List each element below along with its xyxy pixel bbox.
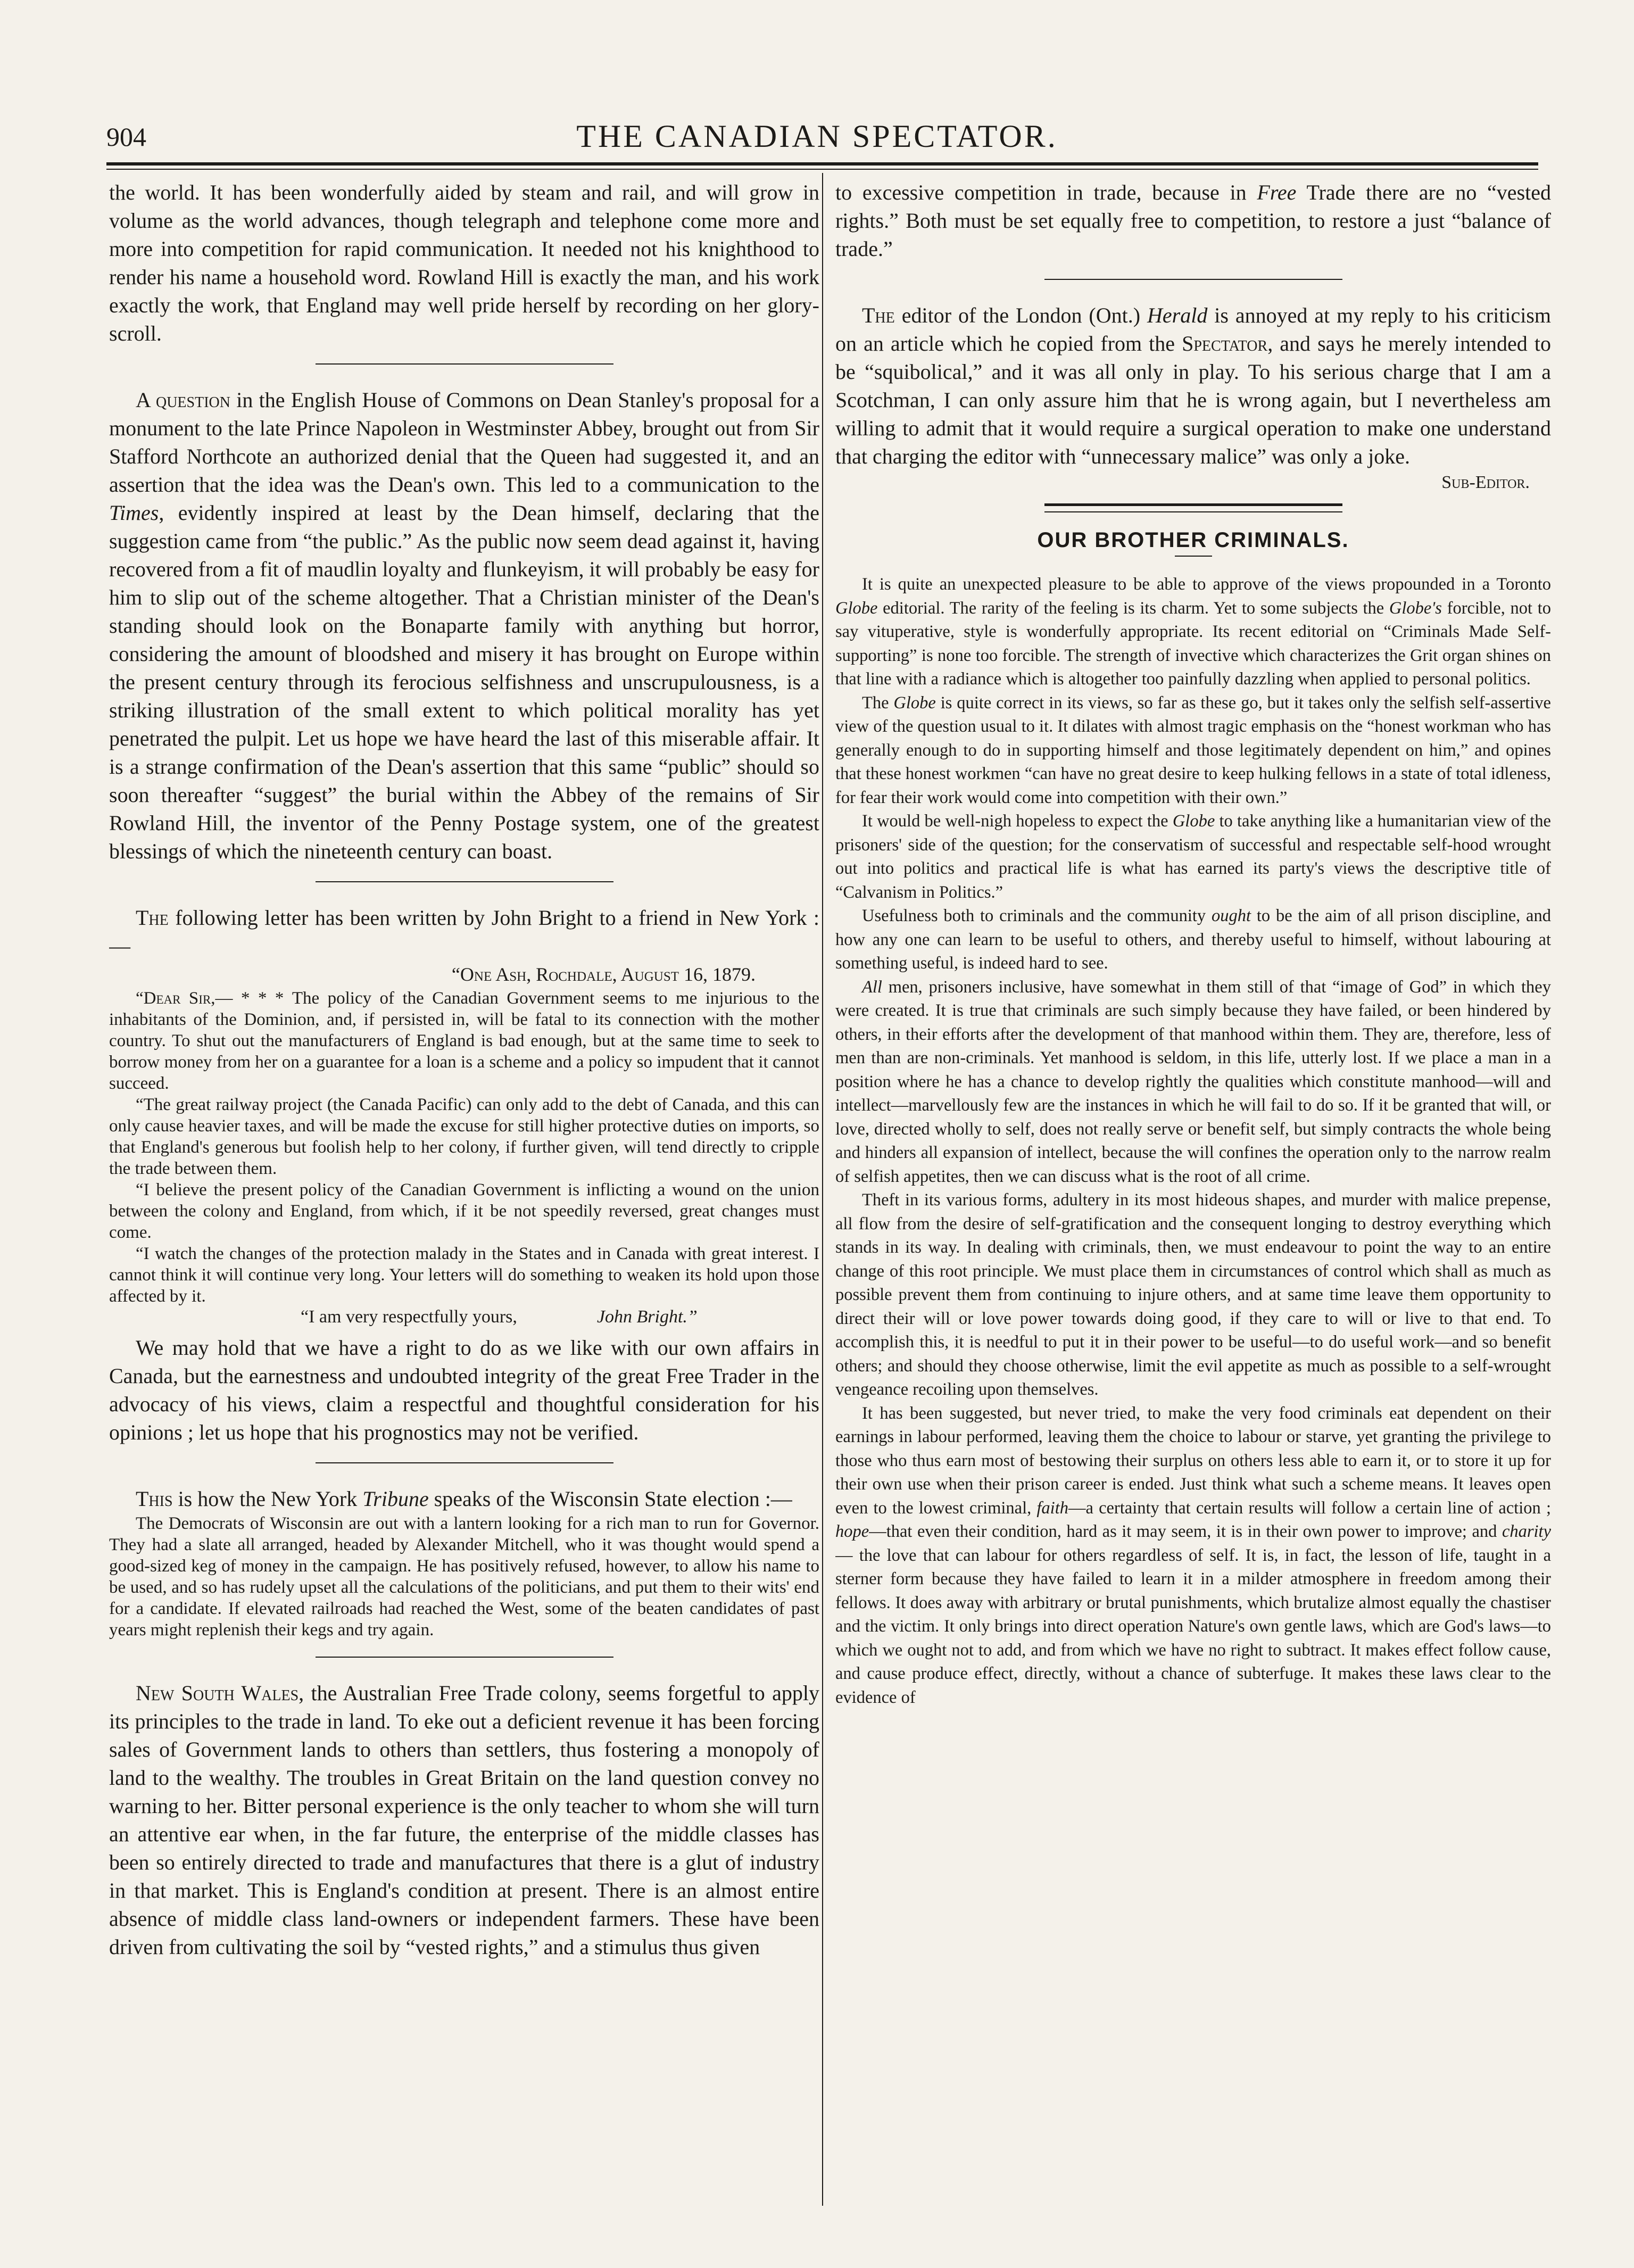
- article-paragraph: [835, 178, 1551, 263]
- letter-quote: [109, 963, 819, 1327]
- text-run: It has been suggested, but never tried, to make the very food criminals eat dependent on their earnings in labour performed, leaving them the choice to labour or starve, yet granting the privilege to those who thus earn most of bestowing their surplus on others less able to earn it, or to store it up for their own use when their prison career is ended. Just think what such a scheme means. It leaves open even to the lowest criminal,: [835, 1403, 1551, 1518]
- left-column: [109, 178, 819, 2216]
- text-run: following letter has been written by John Bright to a friend in New York :—: [109, 906, 819, 958]
- text-run: — the love that can labour for others regardless of self. It is, in fact, the lesson of life, taught in a sterner form because they have failed to learn it in a milder atmosphere in freedom among their fellows. It does away with arbitrary or brutal punishments, which brutalize almost equally the chastiser and the victim. It only brings into direct operation Nature's own gentle laws, which are God's laws—to which we ought not to add, and from which we have no right to subtract. It makes effect follow cause, and cause produce effect, directly, without a chance of subterfuge. It makes these laws clear to the evidence of: [835, 1545, 1551, 1707]
- letter-closing: “I am very respectfully yours,: [301, 1307, 517, 1327]
- italic-run: faith: [1036, 1498, 1068, 1518]
- italic-run: Globe: [893, 693, 936, 713]
- header-rule-thin: [106, 169, 1538, 170]
- text-run: The: [862, 693, 894, 713]
- text-run: men, prisoners inclusive, have somewhat in them still of that “image of God” in which they were created. It is true that criminals are such simply because they have failed, or been hindered by others, in their efforts after the development of that manhood within them. They are, therefore, less of men than are non-criminals. Yet manhood is seldom, in this life, utterly lost. If we place a man in a position where he has a chance to develop rightly the qualities which constitute manhood—will and intellect—marvellously few are the instances in which he will fail to do so. If it be granted that will, or love, directed wholly to self, does not really serve or benefit self, but simply contracts the whole being and hinders all expansion of intellect, because the will confines the operation only to the narrow realm of selfish appetites, then we can discuss what is the root of all crime.: [835, 977, 1551, 1186]
- text-run: is annoyed at my reply to his criticism on an article which he copied from the: [835, 303, 1551, 355]
- text-run: , the Australian Free Trade colony, seems forgetful to apply its principles to the trade in land. To eke out a deficient revenue it has been forcing sales of Government lands to others than settlers, thus fostering a monopoly of land to the wealthy. The troubles in Great Britain on the land question convey no warning to her. Bitter personal experience is the only teacher to whom she will turn an attentive ear when, in the far future, the enterprise of the middle classes has been so entirely directed to trade and manufactures that there is a glut of industry in that market. This is England's condition at present. There is an almost entire absence of middle class land-owners or independent farmers. These have been driven from cultivating the soil by “vested rights,” and a stimulus thus given: [109, 1681, 819, 1959]
- separator: [1044, 279, 1342, 280]
- italic-run: Tribune: [362, 1487, 429, 1511]
- text-run: , evidently inspired at least by the Dean himself, declaring that the suggestion came from “the public.” As the public now seem dead against it, having recovered from a fit of maudlin loyalty and flunkeyism, it will probably be easy for him to slip out of the scheme altogether. That a Christian minister of the Dean's standing should look on the Bonaparte family with anything but horror, considering the amount of bloodshed and misery it has brought on Europe within the present century through its ferocious selfishness and unscrupulousness, is a striking illustration of the small extent to which political morality has yet penetrated the pulpit. Let us hope we have heard the last of this miserable affair. It is a strange confirmation of the Dean's assertion that this same “public” should so soon thereafter “suggest” the burial within the Abbey of the remains of Sir Rowland Hill, the inventor of the Penny Postage system, one of the greatest blessings of which the nineteenth century can boast.: [109, 501, 819, 863]
- article-paragraph: [109, 904, 819, 960]
- letter-signoff: [109, 1307, 819, 1327]
- text-run: editor of the London (Ont.): [894, 303, 1147, 327]
- text-run: is quite correct in its views, so far as these go, but it takes only the selfish self-assertive view of the question usual to it. It dilates with almost tragic emphasis on the “honest workman who has generally enough to do in supporting himself and those legitimately dependent on him,” and opines that these honest workmen “can have no great desire to keep hulking fellows in a state of total idleness, for fear their work would come into competition with their own.”: [835, 693, 1551, 807]
- text-run: —a certainty that certain results will follow a certain line of action ;: [1068, 1498, 1551, 1518]
- text-run: Trade there are no “vested rights.” Both must be set equally free to competition, to restore a just “balance of trade.”: [835, 180, 1551, 261]
- lead-word: The: [862, 303, 895, 327]
- quoted-passage: The Democrats of Wisconsin are out with a lantern looking for a rich man to run for Governor. They had a slate all arranged, headed by Alexander Mitchell, who it was thought would spend a good-sized keg of money in the campaign. He has positively refused, however, to allow his name to be used, and so has rudely upset all the calculations of the politicians, and put them to their wits' end for a candidate. If elevated railroads had reached the West, some of the beaten candidates of past years might replenish their kegs and try again.: [109, 1514, 819, 1640]
- column-divider: [822, 173, 823, 2206]
- sub-editor-signature: Sub-Editor.: [1441, 473, 1530, 492]
- text-run: is how the New York: [172, 1487, 363, 1511]
- text-run: editorial. The rarity of the feeling is its charm. Yet to some subjects the: [877, 598, 1389, 618]
- lead-word: New South Wales: [136, 1681, 299, 1705]
- text-run: —that even their condition, hard as it may seem, it is in their own power to improve; and: [869, 1522, 1502, 1541]
- letter-paragraph: “I watch the changes of the protection malady in the States and in Canada with great interest. I cannot think it will continue very long. Your letters will do something to weaken its hold upon those affected by it.: [109, 1244, 819, 1306]
- section-title: OUR BROTHER CRIMINALS.: [1037, 528, 1349, 552]
- separator: [316, 1657, 613, 1658]
- italic-run: Globe's: [1389, 598, 1442, 618]
- letter-paragraph: [109, 988, 819, 1094]
- article-paragraph: Theft in its various forms, adultery in its most hideous shapes, and murder with malice prepense, all flow from the desire of self-gratification and the consequent longing to destroy everything which stands in its way. In dealing with criminals, then, we must endeavour to point the way to an entire change of this root principle. We must place them in circumstances of control which shall as much as possible prevent them from continuing to injure others, and at same time leave them opportunity to direct their will or love power towards doing good, if they care to will or live to that end. To accomplish this, it is needful to put it in their power to be useful—to do useful work—and so benefit others; and should they choose otherwise, limit the evil appetite as much as possible to a self-wrought vengeance recoiling upon themselves.: [835, 1190, 1551, 1399]
- letter-dateline: “One Ash, Rochdale, August 16, 1879.: [451, 964, 756, 985]
- text-run: speaks of the Wisconsin State election :—: [428, 1487, 792, 1511]
- italic-run: Herald: [1147, 303, 1208, 327]
- letter-paragraph: “I believe the present policy of the Canadian Government is inflicting a wound on the union between the colony and England, from which, if it be not speedily reversed, great changes must come.: [109, 1180, 819, 1242]
- article-paragraph: [835, 975, 1551, 1189]
- lead-word: A question: [136, 388, 230, 412]
- article-paragraph: We may hold that we have a right to do as we like with our own affairs in Canada, but the earnestness and undoubted integrity of the great Free Trader in the advocacy of his views, claim a respectful and thoughtful consideration for his opinions ; let us hope that his prognostics may not be verified.: [109, 1336, 819, 1444]
- italic-run: Globe: [835, 598, 878, 618]
- separator: [316, 881, 613, 882]
- double-separator: [1044, 503, 1342, 512]
- article-paragraph: [109, 1485, 819, 1513]
- article-paragraph: [109, 1679, 819, 1961]
- text-run: in the English House of Commons on Dean Stanley's proposal for a monument to the late Prince Napoleon in Westminster Abbey, brought out from Sir Stafford Northcote an authorized denial that the Queen had suggested it, and an assertion that the idea was the Dean's own. This led to a communication to the: [109, 388, 819, 496]
- text-run: The policy of the Canadian Government seems to me injurious to the inhabitants of the Dominion, and, if persisted in, will be fatal to its connection with the mother country. To shut out the manufacturers of England is bad enough, but at the same time to seek to borrow money from her on a guarantee for a loan is a scheme and a policy so impudent that it cannot succeed.: [109, 989, 819, 1093]
- title-rule: [1175, 556, 1212, 557]
- italic-run: Free: [1257, 180, 1297, 204]
- italic-run: Globe: [1172, 812, 1215, 831]
- letter-salutation: “Dear Sir,— * * *: [136, 989, 292, 1008]
- italic-run: charity: [1502, 1522, 1551, 1541]
- article-paragraph: [835, 904, 1551, 975]
- text-run: Usefulness both to criminals and the community: [862, 906, 1212, 925]
- italic-run: Times: [109, 501, 159, 525]
- italic-run: All: [862, 977, 882, 997]
- small-caps-run: Spectator: [1182, 332, 1268, 355]
- text-run: to take anything like a humanitarian view of the prisoners' side of the question; for the conservatism of successful and respectable self-hood wrought out into politics and practical life is what has earned its party's views the descriptive title of “Calvanism in Politics.”: [835, 812, 1551, 902]
- text-run: to be the aim of all prison discipline, and how any one can learn to be useful to others, and thereby useful to himself, without labouring at something useful, is indeed hard to see.: [835, 906, 1551, 973]
- text-run: forcible, not to say vituperative, style is wonderfully appropriate. Its recent editorial on “Criminals Made Self-supporting” is none too forcible. The strength of invective which characterizes the Grit organ shines on that line with a radiance which is altogether too painfully dazzling when applied to personal politics.: [835, 598, 1551, 689]
- separator: [316, 363, 613, 365]
- separator: [316, 1462, 613, 1463]
- lead-word: The: [136, 906, 169, 930]
- article-paragraph: [835, 1402, 1551, 1710]
- text-run: It would be well-nigh hopeless to expect the: [862, 812, 1173, 831]
- text-run: to excessive competition in trade, because in: [835, 180, 1257, 204]
- article-paragraph: [835, 691, 1551, 810]
- article-paragraph: [835, 809, 1551, 904]
- article-paragraph: [109, 386, 819, 865]
- article-paragraph: the world. It has been wonderfully aided by steam and rail, and will grow in volume as the world advances, though telegraph and telephone come more and more into competition for rapid communication. It needed not his knighthood to render his name a household word. Rowland Hill is exactly the man, and his work exactly the work, that England may well pride herself by recording on her glory-scroll.: [109, 180, 819, 345]
- text-run: , and says he merely intended to be “squibolical,” and it was all only in play. To his serious charge that I am a Scotchman, I can only assure him that he is wrong again, but I nevertheless am willing to admit that it would require a surgical operation to make one understand that charging the editor with “unnecessary malice” was only a joke.: [835, 332, 1551, 468]
- article-paragraph: [835, 301, 1551, 470]
- masthead-title: THE CANADIAN SPECTATOR.: [576, 119, 1058, 154]
- header-rule: [106, 162, 1538, 165]
- italic-run: ought: [1212, 906, 1251, 925]
- lead-word: This: [136, 1487, 173, 1511]
- letter-paragraph: “The great railway project (the Canada Pacific) can only add to the debt of Canada, and this can only cause heavier taxes, and will be made the excuse for still higher protective duties on imports, so that England's generous but foolish help to her colony, if further given, will tend directly to cripple the trade between them.: [109, 1095, 819, 1178]
- article-paragraph: [835, 573, 1551, 691]
- italic-run: hope: [835, 1522, 869, 1541]
- letter-signature: John Bright.”: [596, 1307, 698, 1327]
- text-run: It is quite an unexpected pleasure to be able to approve of the views propounded in a Toronto: [862, 575, 1551, 594]
- right-column: [835, 178, 1551, 2216]
- page-number: 904: [106, 122, 146, 152]
